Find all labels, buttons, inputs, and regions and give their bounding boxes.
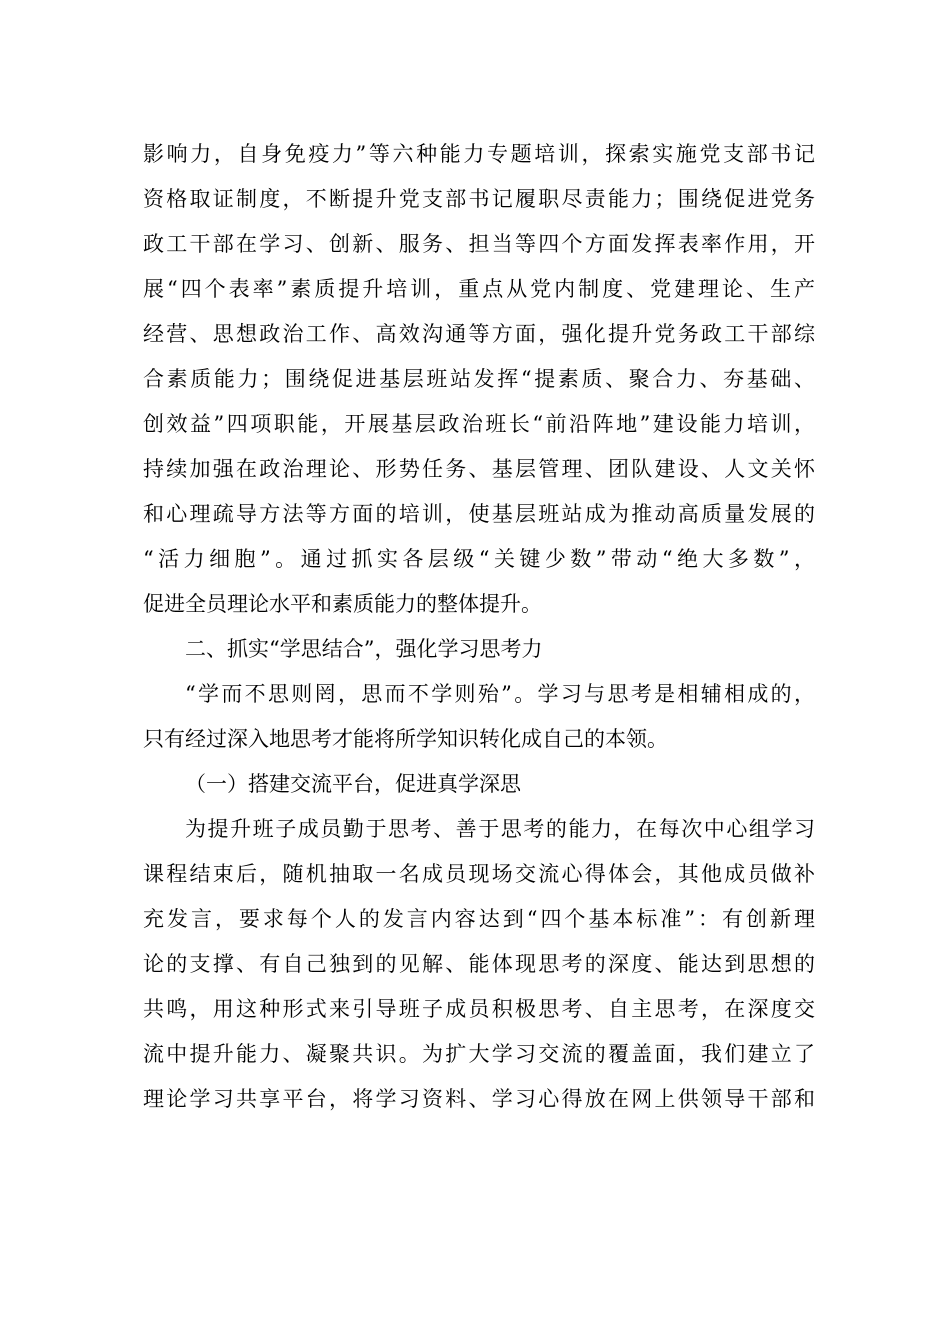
text-line: 和心理疏导方法等方面的培训，使基层班站成为推动高质量发展的 xyxy=(143,502,815,526)
section-heading: 二、抓实“学思结合”，强化学习思考力 xyxy=(185,637,543,661)
subsection-heading: （一）搭建交流平台，促进真学深思 xyxy=(185,772,521,796)
text-line: 课程结束后，随机抽取一名成员现场交流心得体会，其他成员做补 xyxy=(143,862,815,886)
document-body xyxy=(143,132,815,1122)
text-line: 政工干部在学习、创新、服务、担当等四个方面发挥表率作用，开 xyxy=(143,232,815,256)
text-line: 流中提升能力、凝聚共识。为扩大学习交流的覆盖面，我们建立了 xyxy=(143,1042,815,1066)
text-line: 促进全员理论水平和素质能力的整体提升。 xyxy=(143,592,542,616)
text-line: 论的支撑、有自己独到的见解、能体现思考的深度、能达到思想的 xyxy=(143,952,815,976)
text-line: 展“四个表率”素质提升培训，重点从党内制度、党建理论、生产 xyxy=(143,277,815,301)
text-line: 持续加强在政治理论、形势任务、基层管理、团队建设、人文关怀 xyxy=(143,457,815,481)
text-line: 经营、思想政治工作、高效沟通等方面，强化提升党务政工干部综 xyxy=(143,322,815,346)
text-line: 为提升班子成员勤于思考、善于思考的能力，在每次中心组学习 xyxy=(185,817,815,841)
text-line: 理论学习共享平台，将学习资料、学习心得放在网上供领导干部和 xyxy=(143,1087,815,1111)
text-line: “活力细胞”。通过抓实各层级“关键少数”带动“绝大多数”， xyxy=(143,547,815,571)
text-line: 资格取证制度，不断提升党支部书记履职尽责能力；围绕促进党务 xyxy=(143,187,815,211)
text-line: “学而不思则罔，思而不学则殆”。学习与思考是相辅相成的， xyxy=(185,682,815,706)
text-line: 创效益”四项职能，开展基层政治班长“前沿阵地”建设能力培训， xyxy=(143,412,815,436)
text-line: 合素质能力；围绕促进基层班站发挥“提素质、聚合力、夯基础、 xyxy=(143,367,815,391)
text-line: 只有经过深入地思考才能将所学知识转化成自己的本领。 xyxy=(143,727,668,751)
text-line: 充发言，要求每个人的发言内容达到“四个基本标准”：有创新理 xyxy=(143,907,815,931)
text-line: 影响力，自身免疫力”等六种能力专题培训，探索实施党支部书记 xyxy=(143,142,815,166)
text-line: 共鸣，用这种形式来引导班子成员积极思考、自主思考，在深度交 xyxy=(143,997,815,1021)
